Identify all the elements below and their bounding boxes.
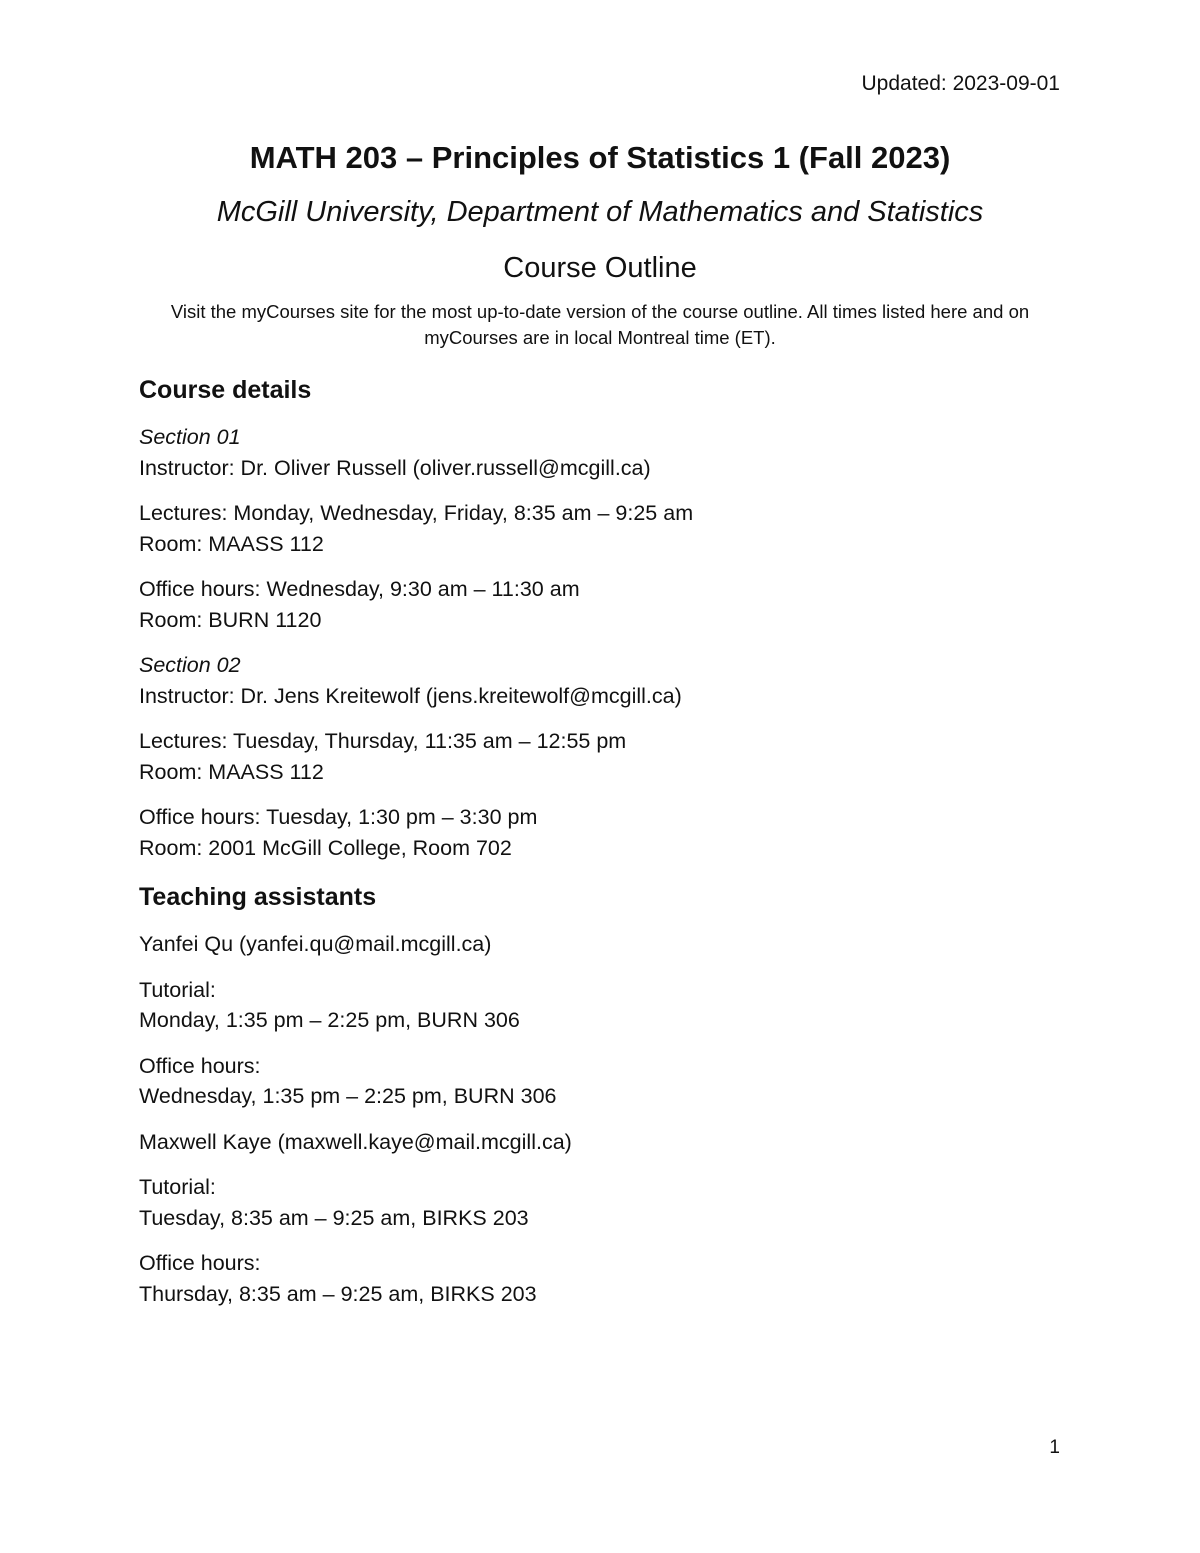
- ta-office-hours-block: [139, 1051, 1069, 1112]
- office-hours-time: Thursday, 8:35 am – 9:25 am, BIRKS 203: [139, 1281, 537, 1306]
- office-room-line: Room: 2001 McGill College, Room 702: [139, 835, 512, 860]
- office-hours-label: Office hours:: [139, 1251, 261, 1275]
- instructor-line: Instructor: Dr. Jens Kreitewolf (jens.kreitewolf@mcgill.ca): [139, 683, 682, 708]
- lecture-room-line: Room: MAASS 112: [139, 759, 324, 784]
- teaching-assistants-heading: Teaching assistants: [139, 883, 377, 911]
- mycourses-notice: Visit the myCourses site for the most up-to-date version of the course outline. All times listed here and on myCourses are in local Montreal time (ET).: [170, 301, 1030, 348]
- section-02-lectures-block: [139, 726, 1069, 787]
- section-name: Section 01: [139, 425, 241, 449]
- ta-office-hours-block: [139, 1248, 1069, 1309]
- section-name: Section 02: [139, 653, 241, 677]
- section-02-office-hours-block: [139, 802, 1069, 863]
- tutorial-label: Tutorial:: [139, 977, 216, 1002]
- office-hours-label: Office hours:: [139, 1053, 261, 1078]
- course-title: MATH 203 – Principles of Statistics 1 (Fall 2023): [249, 140, 951, 175]
- course-details-heading: Course details: [139, 376, 312, 404]
- office-hours-line: Office hours: Wednesday, 9:30 am – 11:30 am: [139, 577, 580, 601]
- office-hours-time: Wednesday, 1:35 pm – 2:25 pm, BURN 306: [139, 1084, 557, 1108]
- lectures-line: Lectures: Tuesday, Thursday, 11:35 am – 12:55 pm: [139, 729, 627, 753]
- department-subtitle: McGill University, Department of Mathematics and Statistics: [216, 196, 984, 228]
- document-body: [139, 372, 1069, 1324]
- section-01-instructor-block: [139, 422, 1069, 483]
- instructor-line: Instructor: Dr. Oliver Russell (oliver.russell@mcgill.ca): [139, 455, 651, 480]
- ta-name-line: Yanfei Qu (yanfei.qu@mail.mcgill.ca): [139, 932, 492, 956]
- office-hours-line: Office hours: Tuesday, 1:30 pm – 3:30 pm: [139, 805, 538, 829]
- lecture-room-line: Room: MAASS 112: [139, 531, 324, 556]
- ta-name-line: Maxwell Kaye (maxwell.kaye@mail.mcgill.ca): [139, 1129, 572, 1154]
- tutorial-time: Tuesday, 8:35 am – 9:25 am, BIRKS 203: [139, 1205, 529, 1230]
- lectures-line: Lectures: Monday, Wednesday, Friday, 8:35 am – 9:25 am: [139, 501, 694, 525]
- ta-tutorial-block: [139, 1172, 1069, 1233]
- tutorial-time: Monday, 1:35 pm – 2:25 pm, BURN 306: [139, 1008, 520, 1032]
- updated-date: Updated: 2023-09-01: [861, 72, 1060, 95]
- section-01-office-hours-block: [139, 574, 1069, 635]
- tutorial-label: Tutorial:: [139, 1175, 216, 1199]
- page-number: 1: [1049, 1437, 1060, 1458]
- document-type: Course Outline: [503, 252, 697, 284]
- section-01-lectures-block: [139, 498, 1069, 559]
- section-02-instructor-block: [139, 650, 1069, 711]
- office-room-line: Room: BURN 1120: [139, 607, 322, 632]
- ta-tutorial-block: [139, 975, 1069, 1036]
- document-header: [0, 137, 1200, 351]
